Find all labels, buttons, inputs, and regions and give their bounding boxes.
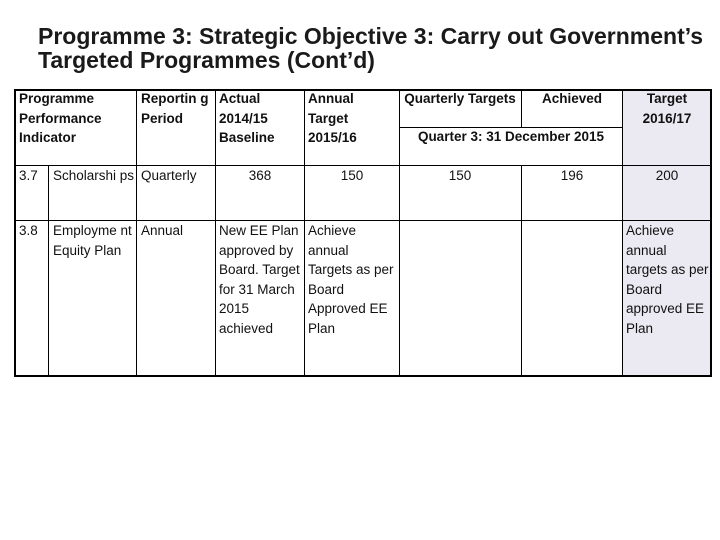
row-indicator: Scholarshi ps: [53, 168, 135, 183]
performance-table: [14, 89, 712, 377]
header-indicator: Programme Performance Indicator: [19, 91, 102, 145]
border: [14, 89, 16, 377]
header-target: Target 2016/17: [642, 91, 692, 126]
header-baseline: Actual 2014/15 Baseline: [219, 91, 275, 145]
row-achieved: 196: [560, 168, 584, 183]
row-target: Achieve annual targets as per Board approved EE Plan: [626, 223, 709, 336]
border: [399, 89, 400, 377]
row-annual: 150: [340, 168, 364, 183]
row-annual: Achieve annual Targets as per Board Approved EE Plan: [308, 223, 394, 336]
border: [14, 375, 712, 377]
row-target: 200: [655, 168, 679, 183]
row-baseline: 368: [248, 168, 272, 183]
header-achieved: Achieved: [541, 91, 603, 106]
row-quarterly: 150: [448, 168, 472, 183]
row-number: 3.7: [19, 168, 38, 183]
row-number: 3.8: [19, 223, 38, 238]
header-period: Reportin g Period: [141, 91, 209, 126]
row-baseline: New EE Plan approved by Board. Target for 31 March 2015 achieved: [219, 223, 300, 336]
header-annual: Annual Target 2015/16: [308, 91, 357, 145]
header-quarter: Quarter 3: 31 December 2015: [417, 129, 605, 144]
border: [136, 89, 137, 377]
border: [710, 89, 712, 377]
row-period: Annual: [141, 223, 184, 238]
border: [304, 89, 305, 377]
header-quarterly: Quarterly Targets: [404, 91, 516, 106]
border: [622, 89, 623, 377]
border: [521, 165, 522, 377]
row-period: Quarterly: [141, 168, 197, 183]
border: [215, 89, 216, 377]
border: [48, 165, 49, 377]
slide-title: Programme 3: Strategic Objective 3: Carry out Government’s Targeted Programmes (Cont’d): [38, 23, 704, 73]
row-indicator: Employme nt Equity Plan: [53, 223, 132, 258]
